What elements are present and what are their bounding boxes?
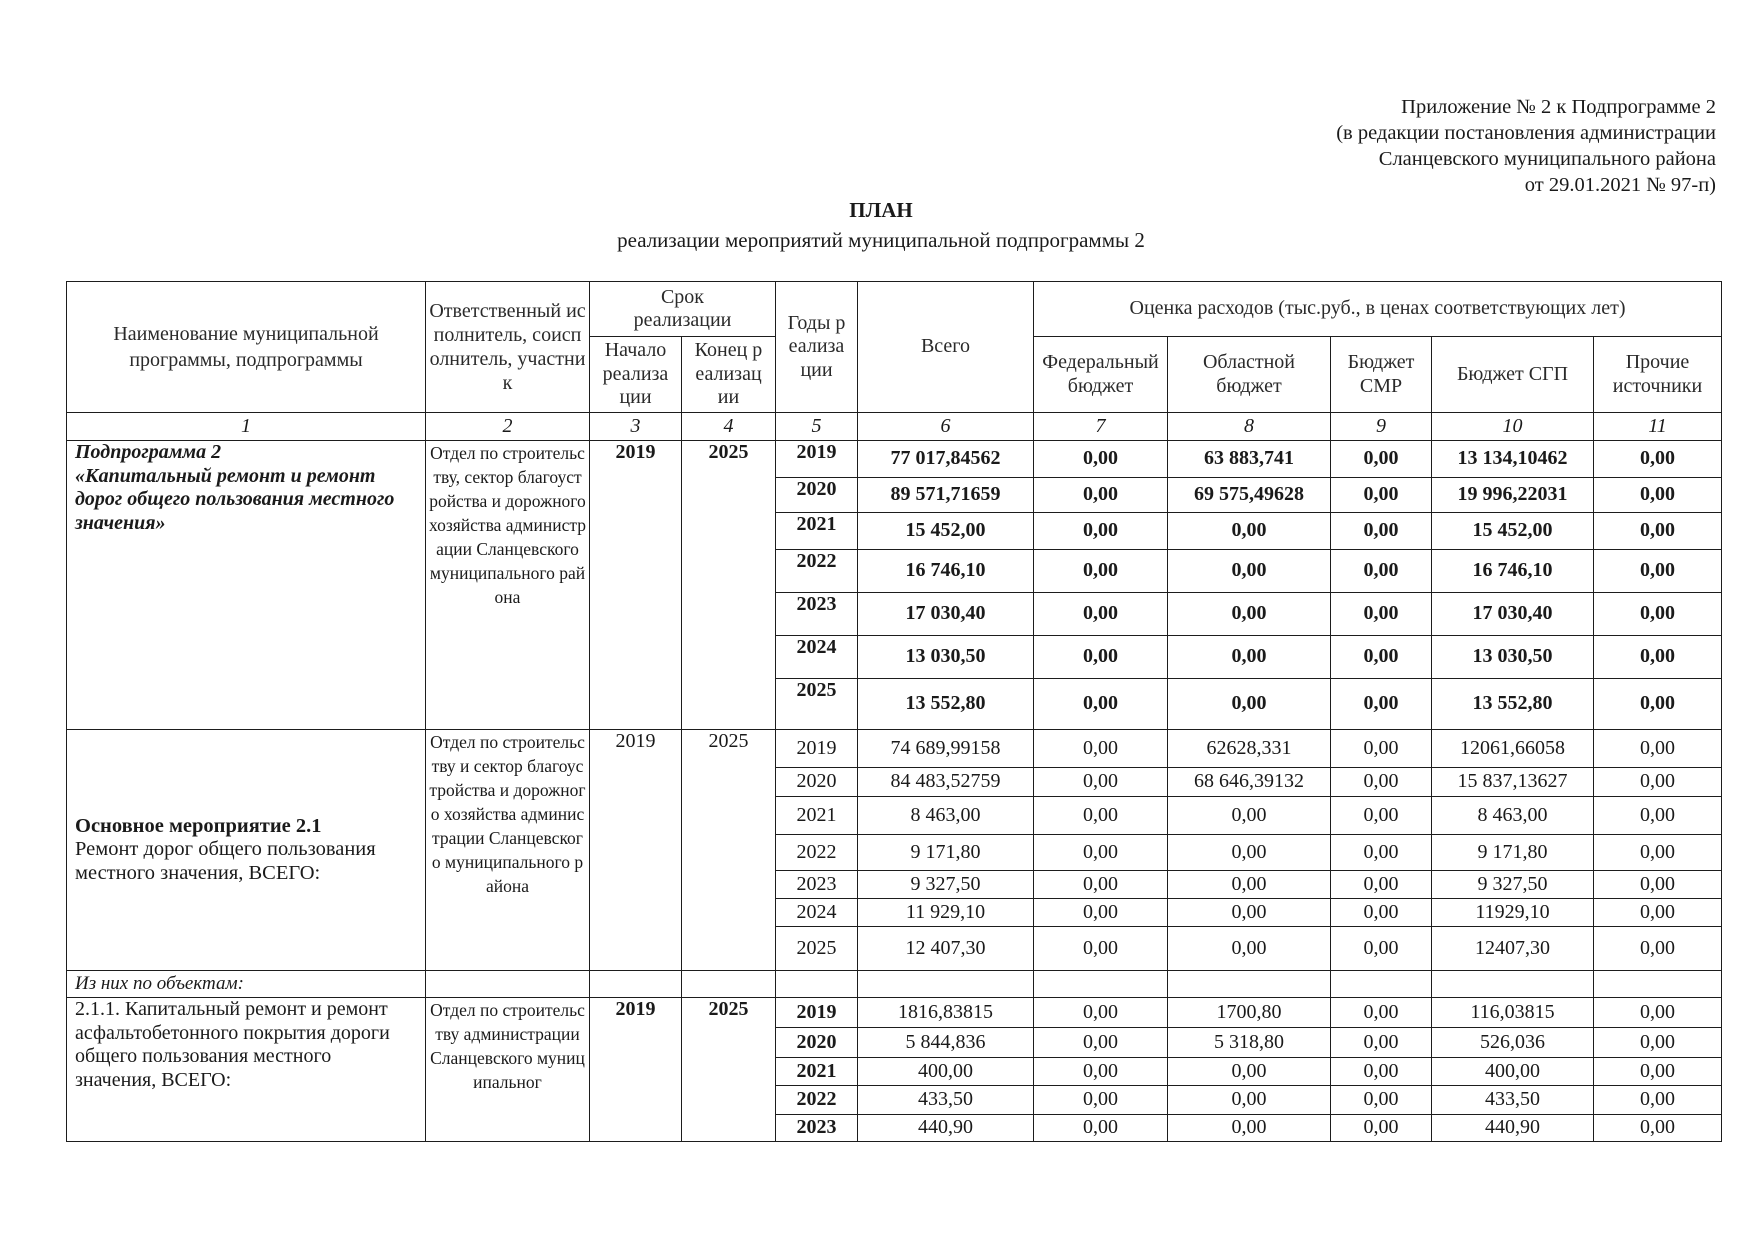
- other-cell: 0,00: [1594, 899, 1722, 927]
- other-cell: 0,00: [1594, 998, 1722, 1028]
- total-cell: 9 171,80: [858, 835, 1034, 871]
- smr-cell: 0,00: [1331, 1058, 1432, 1086]
- sgp-cell: 9 327,50: [1432, 871, 1594, 899]
- responsible-cell: Отдел по строительству, сектор благоустройства и дорожного хозяйства администрации Сланцевского муниципального района: [426, 441, 590, 730]
- smr-cell: 0,00: [1331, 835, 1432, 871]
- smr-cell: 0,00: [1331, 1086, 1432, 1115]
- object-name-cell: 2.1.1. Капитальный ремонт и ремонт асфальтобетонного покрытия дороги общего пользования местного значения, ВСЕГО:: [67, 998, 426, 1142]
- regional-cell: 0,00: [1168, 1086, 1331, 1115]
- year-cell: 2020: [776, 478, 858, 513]
- empty-cell: [858, 971, 1034, 998]
- smr-cell: 0,00: [1331, 636, 1432, 679]
- end-year-cell: 2025: [682, 998, 776, 1142]
- year-cell: 2025: [776, 927, 858, 971]
- regional-cell: 63 883,741: [1168, 441, 1331, 478]
- federal-cell: 0,00: [1034, 1115, 1168, 1142]
- empty-cell: [776, 971, 858, 998]
- year-cell: 2022: [776, 1086, 858, 1115]
- header-responsible: Ответственный исполнитель, соисполнитель, участник: [426, 282, 590, 413]
- end-year-cell: 2025: [682, 730, 776, 971]
- main-activity-description: Ремонт дорог общего пользования местного значения, ВСЕГО:: [75, 838, 376, 884]
- year-cell: 2025: [776, 679, 858, 730]
- regional-cell: 62628,331: [1168, 730, 1331, 768]
- column-number: 5: [776, 413, 858, 441]
- regional-cell: 0,00: [1168, 679, 1331, 730]
- smr-cell: 0,00: [1331, 550, 1432, 593]
- start-year-cell: 2019: [590, 998, 682, 1142]
- subprogram-description: «Капитальный ремонт и ремонт дорог общего пользования местного значения»: [75, 464, 395, 534]
- smr-cell: 0,00: [1331, 679, 1432, 730]
- appendix-line: Приложение № 2 к Подпрограмме 2: [1401, 96, 1716, 118]
- total-cell: 84 483,52759: [858, 768, 1034, 797]
- year-cell: 2019: [776, 441, 858, 478]
- year-cell: 2024: [776, 899, 858, 927]
- other-cell: 0,00: [1594, 550, 1722, 593]
- empty-cell: [426, 971, 590, 998]
- other-cell: 0,00: [1594, 871, 1722, 899]
- smr-cell: 0,00: [1331, 513, 1432, 550]
- total-cell: 12 407,30: [858, 927, 1034, 971]
- smr-cell: 0,00: [1331, 1028, 1432, 1058]
- smr-cell: 0,00: [1331, 871, 1432, 899]
- federal-cell: 0,00: [1034, 513, 1168, 550]
- other-cell: 0,00: [1594, 679, 1722, 730]
- year-cell: 2021: [776, 513, 858, 550]
- other-cell: 0,00: [1594, 513, 1722, 550]
- document-subtitle: реализации мероприятий муниципальной подпрограммы 2: [617, 228, 1145, 252]
- empty-cell: [1432, 971, 1594, 998]
- sgp-cell: 11929,10: [1432, 899, 1594, 927]
- empty-cell: [1168, 971, 1331, 998]
- empty-cell: [1034, 971, 1168, 998]
- column-numbers-row: [67, 413, 1722, 441]
- year-cell: 2022: [776, 550, 858, 593]
- sgp-cell: 440,90: [1432, 1115, 1594, 1142]
- total-cell: 13 030,50: [858, 636, 1034, 679]
- other-cell: 0,00: [1594, 1028, 1722, 1058]
- federal-cell: 0,00: [1034, 797, 1168, 835]
- appendix-line: от 29.01.2021 № 97-п): [1524, 174, 1716, 196]
- smr-cell: 0,00: [1331, 730, 1432, 768]
- regional-cell: 5 318,80: [1168, 1028, 1331, 1058]
- column-number: 8: [1168, 413, 1331, 441]
- objects-label-row: [67, 971, 1722, 998]
- total-cell: 5 844,836: [858, 1028, 1034, 1058]
- header-federal: Федеральный бюджет: [1034, 337, 1168, 413]
- regional-cell: 0,00: [1168, 593, 1331, 636]
- regional-cell: 0,00: [1168, 636, 1331, 679]
- federal-cell: 0,00: [1034, 1058, 1168, 1086]
- sgp-cell: 12407,30: [1432, 927, 1594, 971]
- other-cell: 0,00: [1594, 835, 1722, 871]
- other-cell: 0,00: [1594, 1086, 1722, 1115]
- smr-cell: 0,00: [1331, 927, 1432, 971]
- header-regional: Областной бюджет: [1168, 337, 1331, 413]
- other-cell: 0,00: [1594, 730, 1722, 768]
- year-cell: 2022: [776, 835, 858, 871]
- total-cell: 433,50: [858, 1086, 1034, 1115]
- plan-table: [66, 281, 1722, 1142]
- main-activity-name-cell: [67, 730, 426, 971]
- federal-cell: 0,00: [1034, 730, 1168, 768]
- sgp-cell: 15 837,13627: [1432, 768, 1594, 797]
- header-end: Конец реализации: [682, 337, 776, 413]
- header-smr: Бюджет СМР: [1331, 337, 1432, 413]
- federal-cell: 0,00: [1034, 550, 1168, 593]
- column-number: 7: [1034, 413, 1168, 441]
- other-cell: 0,00: [1594, 1115, 1722, 1142]
- table-row: [67, 998, 1722, 1028]
- column-number: 4: [682, 413, 776, 441]
- main-activity-title: Основное мероприятие 2.1: [75, 814, 322, 837]
- regional-cell: 0,00: [1168, 797, 1331, 835]
- other-cell: 0,00: [1594, 478, 1722, 513]
- smr-cell: 0,00: [1331, 899, 1432, 927]
- sgp-cell: 526,036: [1432, 1028, 1594, 1058]
- subprogram-name-cell: [67, 441, 426, 730]
- regional-cell: 0,00: [1168, 899, 1331, 927]
- column-number: 6: [858, 413, 1034, 441]
- federal-cell: 0,00: [1034, 998, 1168, 1028]
- total-cell: 77 017,84562: [858, 441, 1034, 478]
- federal-cell: 0,00: [1034, 899, 1168, 927]
- header-sgp: Бюджет СГП: [1432, 337, 1594, 413]
- total-cell: 15 452,00: [858, 513, 1034, 550]
- year-cell: 2021: [776, 1058, 858, 1086]
- empty-cell: [682, 971, 776, 998]
- empty-cell: [590, 971, 682, 998]
- year-cell: 2020: [776, 1028, 858, 1058]
- total-cell: 400,00: [858, 1058, 1034, 1086]
- column-number: 1: [67, 413, 426, 441]
- total-cell: 16 746,10: [858, 550, 1034, 593]
- table-row: [67, 730, 1722, 768]
- sgp-cell: 15 452,00: [1432, 513, 1594, 550]
- other-cell: 0,00: [1594, 441, 1722, 478]
- start-year-cell: 2019: [590, 441, 682, 730]
- column-number: 11: [1594, 413, 1722, 441]
- federal-cell: 0,00: [1034, 441, 1168, 478]
- total-cell: 89 571,71659: [858, 478, 1034, 513]
- header-other: Прочие источники: [1594, 337, 1722, 413]
- regional-cell: 68 646,39132: [1168, 768, 1331, 797]
- header-years: Годы реализации: [776, 282, 858, 413]
- federal-cell: 0,00: [1034, 927, 1168, 971]
- total-cell: 11 929,10: [858, 899, 1034, 927]
- sgp-cell: 400,00: [1432, 1058, 1594, 1086]
- sgp-cell: 13 030,50: [1432, 636, 1594, 679]
- other-cell: 0,00: [1594, 768, 1722, 797]
- column-number: 9: [1331, 413, 1432, 441]
- smr-cell: 0,00: [1331, 441, 1432, 478]
- total-cell: 8 463,00: [858, 797, 1034, 835]
- year-cell: 2020: [776, 768, 858, 797]
- regional-cell: 0,00: [1168, 835, 1331, 871]
- year-cell: 2019: [776, 730, 858, 768]
- sgp-cell: 13 552,80: [1432, 679, 1594, 730]
- responsible-cell: Отдел по строительству и сектор благоустройства и дорожного хозяйства администрации Сланцевского муниципального района: [426, 730, 590, 971]
- sgp-cell: 17 030,40: [1432, 593, 1594, 636]
- sgp-cell: 19 996,22031: [1432, 478, 1594, 513]
- appendix-line: (в редакции постановления администрации: [1336, 122, 1716, 144]
- regional-cell: 1700,80: [1168, 998, 1331, 1028]
- sgp-cell: 9 171,80: [1432, 835, 1594, 871]
- smr-cell: 0,00: [1331, 768, 1432, 797]
- empty-cell: [1594, 971, 1722, 998]
- federal-cell: 0,00: [1034, 636, 1168, 679]
- start-year-cell: 2019: [590, 730, 682, 971]
- year-cell: 2023: [776, 1115, 858, 1142]
- total-cell: 440,90: [858, 1115, 1034, 1142]
- header-estimate: Оценка расходов (тыс.руб., в ценах соответствующих лет): [1034, 282, 1722, 337]
- year-cell: 2021: [776, 797, 858, 835]
- federal-cell: 0,00: [1034, 1086, 1168, 1115]
- total-cell: 74 689,99158: [858, 730, 1034, 768]
- end-year-cell: 2025: [682, 441, 776, 730]
- smr-cell: 0,00: [1331, 478, 1432, 513]
- document-title: ПЛАН: [849, 198, 913, 222]
- subprogram-title: Подпрограмма 2: [75, 441, 222, 463]
- regional-cell: 69 575,49628: [1168, 478, 1331, 513]
- sgp-cell: 13 134,10462: [1432, 441, 1594, 478]
- federal-cell: 0,00: [1034, 768, 1168, 797]
- federal-cell: 0,00: [1034, 871, 1168, 899]
- total-cell: 1816,83815: [858, 998, 1034, 1028]
- federal-cell: 0,00: [1034, 679, 1168, 730]
- year-cell: 2024: [776, 636, 858, 679]
- other-cell: 0,00: [1594, 593, 1722, 636]
- table-row: [67, 441, 1722, 478]
- total-cell: 17 030,40: [858, 593, 1034, 636]
- year-cell: 2019: [776, 998, 858, 1028]
- regional-cell: 0,00: [1168, 513, 1331, 550]
- sgp-cell: 12061,66058: [1432, 730, 1594, 768]
- year-cell: 2023: [776, 871, 858, 899]
- regional-cell: 0,00: [1168, 927, 1331, 971]
- empty-cell: [1331, 971, 1432, 998]
- smr-cell: 0,00: [1331, 998, 1432, 1028]
- federal-cell: 0,00: [1034, 835, 1168, 871]
- other-cell: 0,00: [1594, 1058, 1722, 1086]
- responsible-cell: Отдел по строительству администрации Сланцевского муниципальног: [426, 998, 590, 1142]
- column-number: 2: [426, 413, 590, 441]
- federal-cell: 0,00: [1034, 1028, 1168, 1058]
- federal-cell: 0,00: [1034, 593, 1168, 636]
- header-name: Наименование муниципальной программы, подпрограммы: [67, 282, 426, 413]
- appendix-line: Сланцевского муниципального района: [1378, 148, 1716, 170]
- regional-cell: 0,00: [1168, 1058, 1331, 1086]
- total-cell: 13 552,80: [858, 679, 1034, 730]
- header-term: Срок реализации: [590, 282, 776, 337]
- total-cell: 9 327,50: [858, 871, 1034, 899]
- objects-label: Из них по объектам:: [67, 971, 426, 998]
- sgp-cell: 16 746,10: [1432, 550, 1594, 593]
- other-cell: 0,00: [1594, 636, 1722, 679]
- sgp-cell: 433,50: [1432, 1086, 1594, 1115]
- year-cell: 2023: [776, 593, 858, 636]
- column-number: 3: [590, 413, 682, 441]
- smr-cell: 0,00: [1331, 593, 1432, 636]
- header-total: Всего: [858, 282, 1034, 413]
- other-cell: 0,00: [1594, 797, 1722, 835]
- sgp-cell: 116,03815: [1432, 998, 1594, 1028]
- header-row: [67, 282, 1722, 337]
- regional-cell: 0,00: [1168, 871, 1331, 899]
- other-cell: 0,00: [1594, 927, 1722, 971]
- regional-cell: 0,00: [1168, 1115, 1331, 1142]
- smr-cell: 0,00: [1331, 1115, 1432, 1142]
- regional-cell: 0,00: [1168, 550, 1331, 593]
- column-number: 10: [1432, 413, 1594, 441]
- sgp-cell: 8 463,00: [1432, 797, 1594, 835]
- federal-cell: 0,00: [1034, 478, 1168, 513]
- smr-cell: 0,00: [1331, 797, 1432, 835]
- header-start: Начало реализации: [590, 337, 682, 413]
- appendix-note: [1336, 94, 1716, 198]
